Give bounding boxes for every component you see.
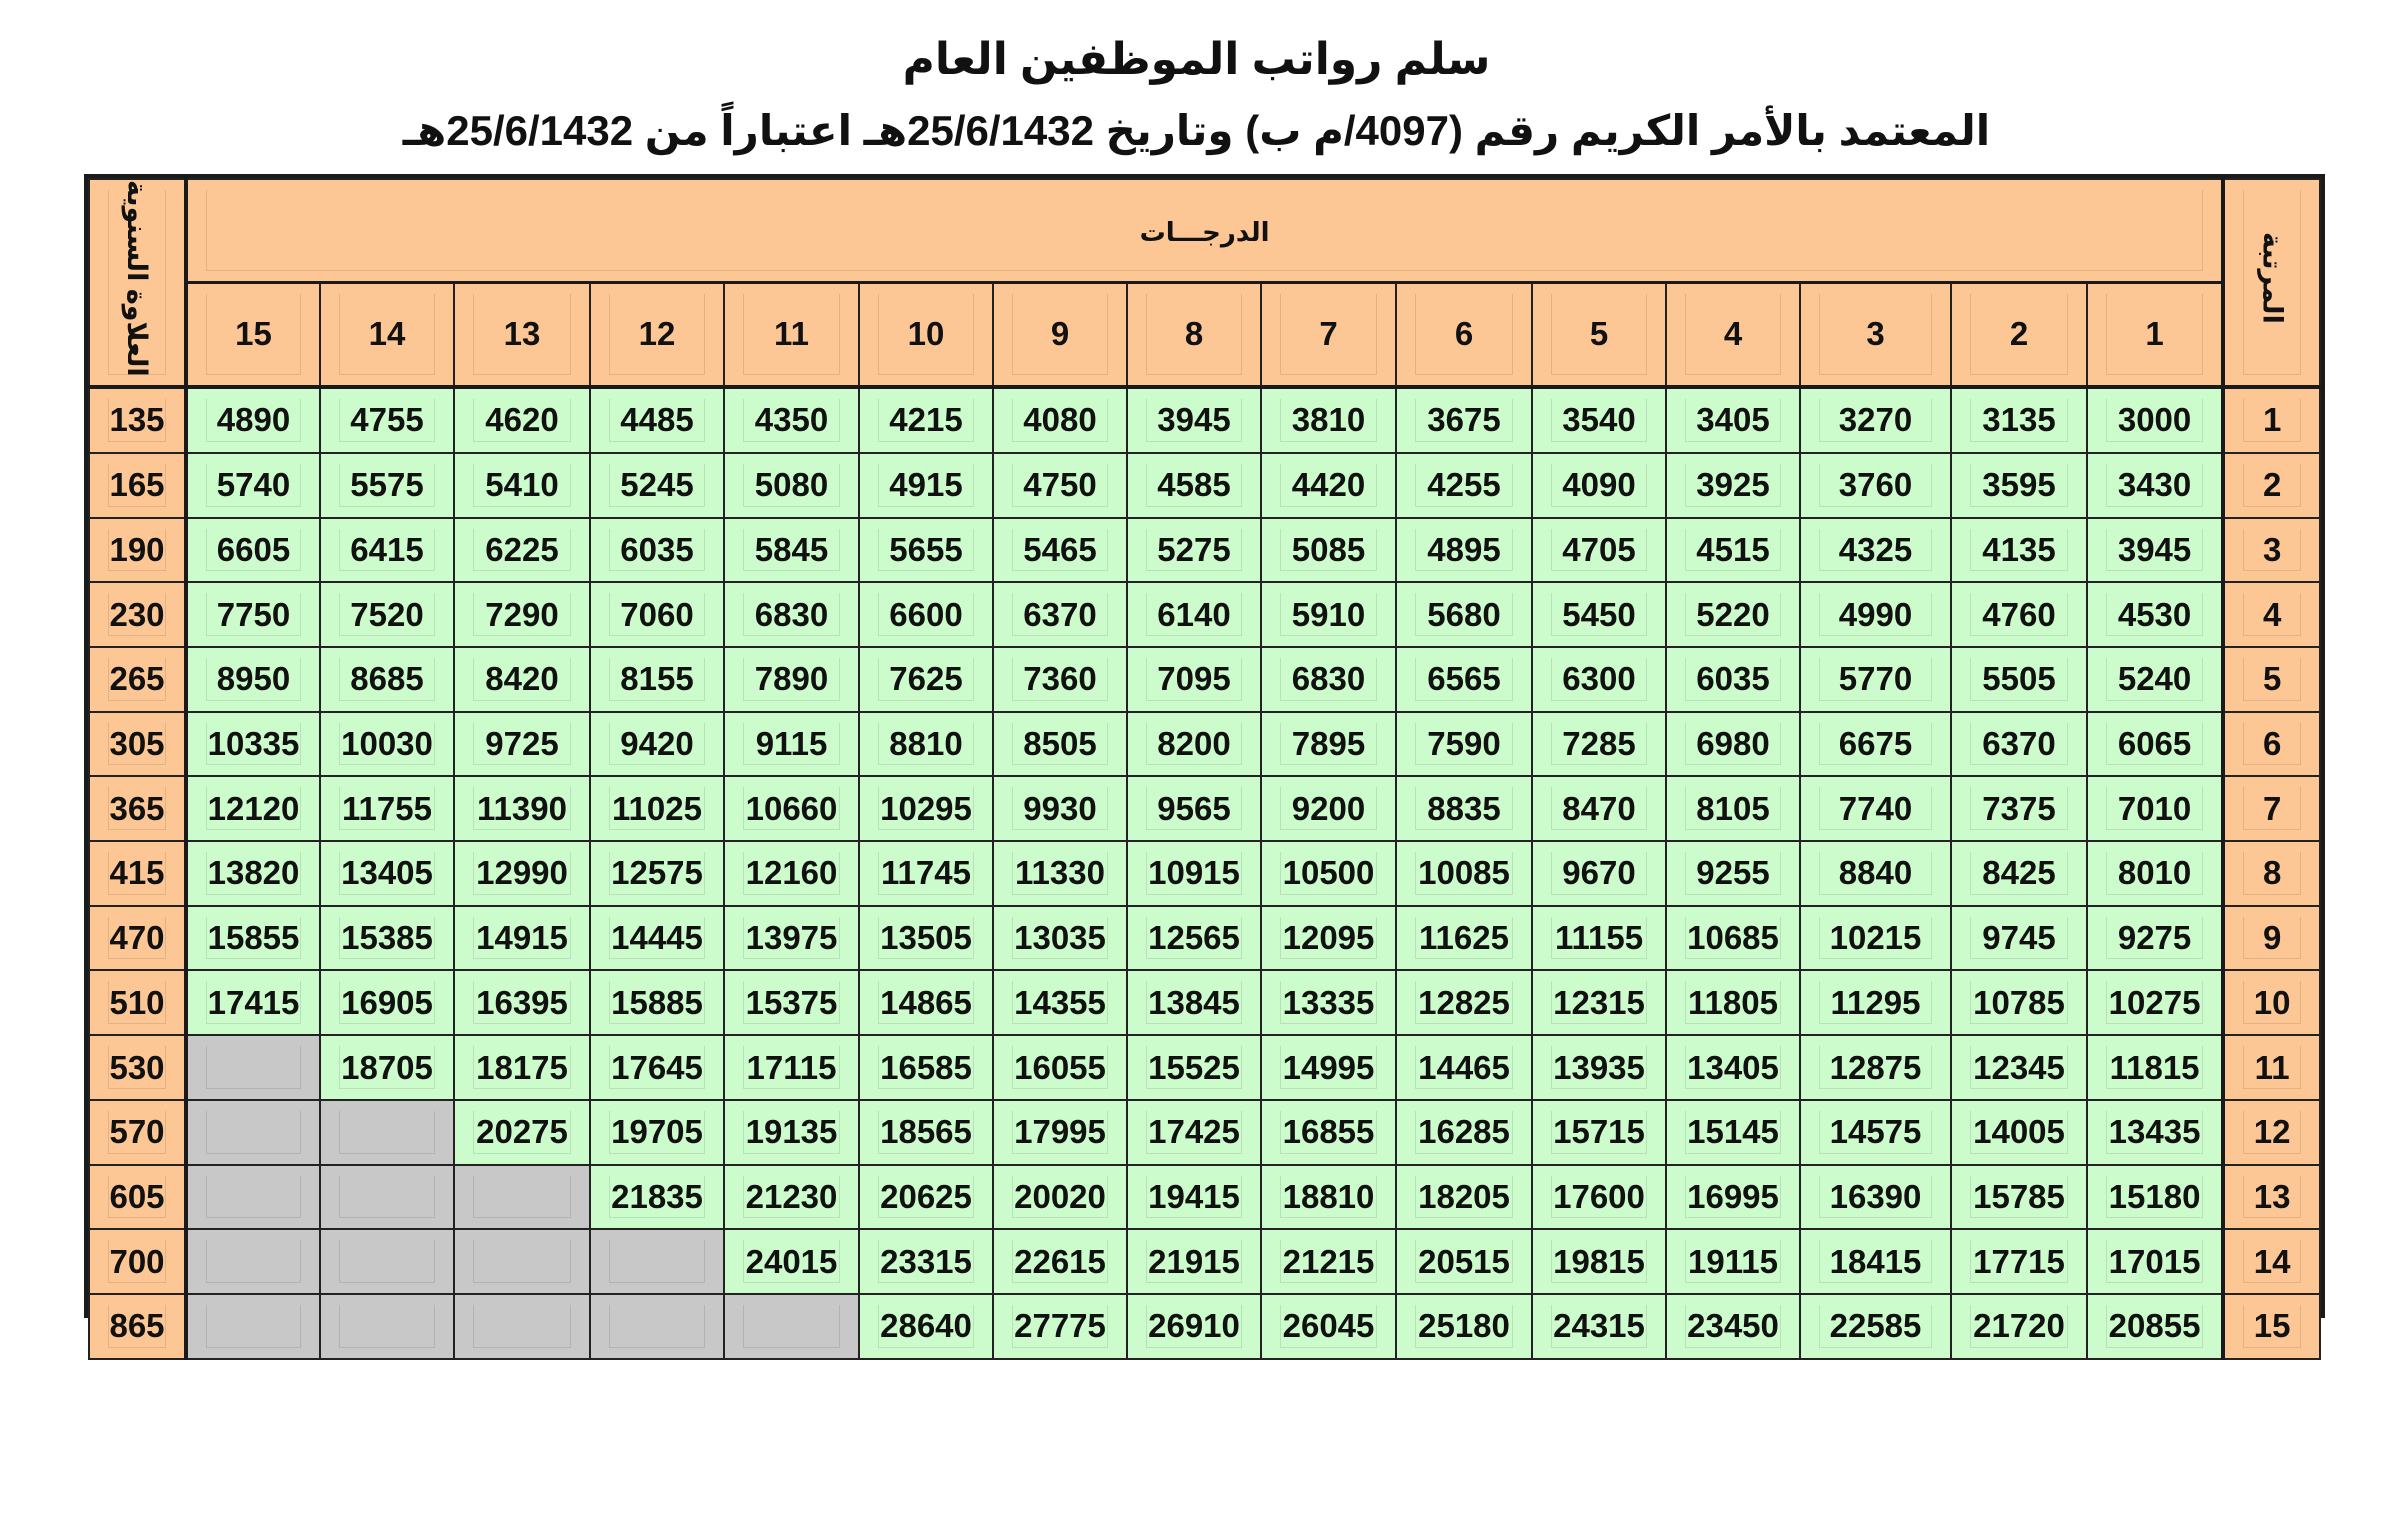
salary-cell: 4515 — [1666, 518, 1800, 583]
salary-cell: 7750 — [186, 582, 320, 647]
salary-cell: 19115 — [1666, 1229, 1800, 1294]
salary-cell: 15855 — [186, 906, 320, 971]
empty-salary-cell — [320, 1229, 454, 1294]
salary-cell: 10085 — [1396, 841, 1532, 906]
salary-cell: 7095 — [1127, 647, 1261, 712]
salary-cell: 5575 — [320, 453, 454, 518]
grade-column-header: 2 — [1951, 282, 2087, 387]
salary-cell: 8010 — [2087, 841, 2223, 906]
salary-cell: 14355 — [993, 970, 1127, 1035]
salary-cell: 10785 — [1951, 970, 2087, 1035]
empty-salary-cell — [186, 1100, 320, 1165]
salary-cell: 15525 — [1127, 1035, 1261, 1100]
salary-cell: 4585 — [1127, 453, 1261, 518]
salary-cell: 7740 — [1800, 776, 1951, 841]
salary-cell: 9670 — [1532, 841, 1666, 906]
salary-cell: 12825 — [1396, 970, 1532, 1035]
salary-cell: 15385 — [320, 906, 454, 971]
salary-cell: 24315 — [1532, 1294, 1666, 1359]
annual-increment-cell: 415 — [89, 841, 186, 906]
salary-cell: 4325 — [1800, 518, 1951, 583]
salary-cell: 11625 — [1396, 906, 1532, 971]
annual-increment-cell: 305 — [89, 712, 186, 777]
salary-cell: 12875 — [1800, 1035, 1951, 1100]
salary-cell: 7375 — [1951, 776, 2087, 841]
table-row — [89, 776, 2320, 841]
salary-cell: 12345 — [1951, 1035, 2087, 1100]
rank-cell: 15 — [2223, 1294, 2320, 1359]
salary-cell: 18565 — [859, 1100, 993, 1165]
rank-cell: 4 — [2223, 582, 2320, 647]
salary-cell: 4135 — [1951, 518, 2087, 583]
salary-cell: 13435 — [2087, 1100, 2223, 1165]
salary-cell: 7285 — [1532, 712, 1666, 777]
table-row — [89, 647, 2320, 712]
salary-cell: 8105 — [1666, 776, 1800, 841]
salary-cell: 20275 — [454, 1100, 590, 1165]
page-title: سلم رواتب الموظفين العام — [902, 35, 1491, 84]
salary-cell: 7290 — [454, 582, 590, 647]
rank-cell: 6 — [2223, 712, 2320, 777]
salary-cell: 10500 — [1261, 841, 1396, 906]
salary-cell: 9255 — [1666, 841, 1800, 906]
salary-cell: 9565 — [1127, 776, 1261, 841]
salary-cell: 14465 — [1396, 1035, 1532, 1100]
salary-cell: 11390 — [454, 776, 590, 841]
salary-cell: 17600 — [1532, 1165, 1666, 1230]
salary-cell: 6605 — [186, 518, 320, 583]
salary-cell: 10685 — [1666, 906, 1800, 971]
rank-cell: 3 — [2223, 518, 2320, 583]
salary-cell: 18810 — [1261, 1165, 1396, 1230]
salary-cell: 11745 — [859, 841, 993, 906]
salary-cell: 6065 — [2087, 712, 2223, 777]
salary-cell: 12990 — [454, 841, 590, 906]
salary-cell: 14445 — [590, 906, 724, 971]
table-row — [89, 518, 2320, 583]
salary-cell: 6600 — [859, 582, 993, 647]
salary-cell: 7360 — [993, 647, 1127, 712]
empty-salary-cell — [186, 1165, 320, 1230]
table-row — [89, 841, 2320, 906]
empty-salary-cell — [454, 1229, 590, 1294]
salary-scale-table — [84, 174, 2325, 1345]
salary-cell: 4760 — [1951, 582, 2087, 647]
grade-column-header: 6 — [1396, 282, 1532, 387]
salary-cell: 13935 — [1532, 1035, 1666, 1100]
salary-cell: 4215 — [859, 387, 993, 453]
salary-cell: 9275 — [2087, 906, 2223, 971]
salary-cell: 16395 — [454, 970, 590, 1035]
salary-cell: 4895 — [1396, 518, 1532, 583]
salary-cell: 12315 — [1532, 970, 1666, 1035]
rank-label: المرتبة — [2257, 232, 2288, 325]
salary-cell: 15785 — [1951, 1165, 2087, 1230]
salary-cell: 8835 — [1396, 776, 1532, 841]
table-row — [89, 1165, 2320, 1230]
salary-cell: 8505 — [993, 712, 1127, 777]
salary-cell: 6370 — [1951, 712, 2087, 777]
salary-cell: 5275 — [1127, 518, 1261, 583]
salary-cell: 6830 — [724, 582, 859, 647]
salary-cell: 13335 — [1261, 970, 1396, 1035]
salary-cell: 20020 — [993, 1165, 1127, 1230]
empty-salary-cell — [590, 1294, 724, 1359]
table-row — [89, 453, 2320, 518]
empty-salary-cell — [590, 1229, 724, 1294]
salary-cell: 20855 — [2087, 1294, 2223, 1359]
annual-increment-cell: 135 — [89, 387, 186, 453]
salary-cell: 5450 — [1532, 582, 1666, 647]
table-row — [89, 582, 2320, 647]
salary-cell: 23315 — [859, 1229, 993, 1294]
grade-column-header: 7 — [1261, 282, 1396, 387]
grade-column-header: 12 — [590, 282, 724, 387]
salary-cell: 6415 — [320, 518, 454, 583]
grade-column-header: 10 — [859, 282, 993, 387]
grade-column-header: 14 — [320, 282, 454, 387]
salary-cell: 17415 — [186, 970, 320, 1035]
salary-cell: 4080 — [993, 387, 1127, 453]
table-row — [89, 1035, 2320, 1100]
salary-cell: 10295 — [859, 776, 993, 841]
salary-cell: 4705 — [1532, 518, 1666, 583]
salary-cell: 7625 — [859, 647, 993, 712]
salary-cell: 8840 — [1800, 841, 1951, 906]
salary-cell: 10275 — [2087, 970, 2223, 1035]
salary-cell: 3270 — [1800, 387, 1951, 453]
salary-cell: 5910 — [1261, 582, 1396, 647]
salary-cell: 25180 — [1396, 1294, 1532, 1359]
rank-cell: 1 — [2223, 387, 2320, 453]
salary-cell: 10335 — [186, 712, 320, 777]
rank-cell: 5 — [2223, 647, 2320, 712]
salary-cell: 3540 — [1532, 387, 1666, 453]
salary-cell: 5245 — [590, 453, 724, 518]
grade-column-header: 15 — [186, 282, 320, 387]
salary-cell: 6830 — [1261, 647, 1396, 712]
salary-cell: 7060 — [590, 582, 724, 647]
salary-cell: 8685 — [320, 647, 454, 712]
salary-cell: 12095 — [1261, 906, 1396, 971]
salary-cell: 11295 — [1800, 970, 1951, 1035]
salary-cell: 16285 — [1396, 1100, 1532, 1165]
grade-column-header: 11 — [724, 282, 859, 387]
page-subtitle: المعتمد بالأمر الكريم رقم (4097/م ب) وتاريخ 25/6/1432هـ اعتباراً من 25/6/1432هـ — [402, 107, 1991, 154]
rank-cell: 7 — [2223, 776, 2320, 841]
empty-salary-cell — [454, 1294, 590, 1359]
table-row — [89, 1229, 2320, 1294]
grade-column-header: 1 — [2087, 282, 2223, 387]
salary-cell: 5085 — [1261, 518, 1396, 583]
empty-salary-cell — [320, 1100, 454, 1165]
salary-cell: 10030 — [320, 712, 454, 777]
salary-cell: 4350 — [724, 387, 859, 453]
salary-cell: 15180 — [2087, 1165, 2223, 1230]
salary-cell: 9200 — [1261, 776, 1396, 841]
salary-cell: 6370 — [993, 582, 1127, 647]
salary-cell: 4890 — [186, 387, 320, 453]
empty-salary-cell — [320, 1165, 454, 1230]
rank-cell: 12 — [2223, 1100, 2320, 1165]
salary-cell: 7010 — [2087, 776, 2223, 841]
rank-cell: 10 — [2223, 970, 2320, 1035]
salary-cell: 17115 — [724, 1035, 859, 1100]
salary-cell: 17715 — [1951, 1229, 2087, 1294]
salary-cell: 4990 — [1800, 582, 1951, 647]
salary-cell: 14575 — [1800, 1100, 1951, 1165]
table-row — [89, 970, 2320, 1035]
salary-cell: 7895 — [1261, 712, 1396, 777]
salary-cell: 13975 — [724, 906, 859, 971]
salary-cell: 15375 — [724, 970, 859, 1035]
annual-increment-cell: 510 — [89, 970, 186, 1035]
rank-cell: 9 — [2223, 906, 2320, 971]
table-row — [89, 712, 2320, 777]
salary-cell: 12160 — [724, 841, 859, 906]
salary-cell: 9930 — [993, 776, 1127, 841]
salary-cell: 5220 — [1666, 582, 1800, 647]
grades-label: الدرجـــات — [1139, 217, 1270, 248]
salary-cell: 13405 — [1666, 1035, 1800, 1100]
salary-cell: 10215 — [1800, 906, 1951, 971]
salary-cell: 6225 — [454, 518, 590, 583]
salary-cell: 14005 — [1951, 1100, 2087, 1165]
salary-cell: 7590 — [1396, 712, 1532, 777]
salary-cell: 8155 — [590, 647, 724, 712]
salary-cell: 9115 — [724, 712, 859, 777]
empty-salary-cell — [186, 1035, 320, 1100]
salary-cell: 13505 — [859, 906, 993, 971]
grade-column-header: 4 — [1666, 282, 1800, 387]
salary-cell: 4420 — [1261, 453, 1396, 518]
salary-cell: 4485 — [590, 387, 724, 453]
salary-cell: 18205 — [1396, 1165, 1532, 1230]
annual-increment-cell: 700 — [89, 1229, 186, 1294]
salary-cell: 22615 — [993, 1229, 1127, 1294]
salary-cell: 6980 — [1666, 712, 1800, 777]
salary-cell: 5410 — [454, 453, 590, 518]
salary-cell: 8425 — [1951, 841, 2087, 906]
grade-column-header: 9 — [993, 282, 1127, 387]
annual-increment-cell: 470 — [89, 906, 186, 971]
salary-cell: 4255 — [1396, 453, 1532, 518]
empty-salary-cell — [320, 1294, 454, 1359]
salary-cell: 16905 — [320, 970, 454, 1035]
salary-cell: 6035 — [590, 518, 724, 583]
annual-increment-cell: 865 — [89, 1294, 186, 1359]
salary-cell: 13820 — [186, 841, 320, 906]
empty-salary-cell — [186, 1294, 320, 1359]
salary-cell: 3405 — [1666, 387, 1800, 453]
salary-cell: 21215 — [1261, 1229, 1396, 1294]
salary-cell: 3810 — [1261, 387, 1396, 453]
salary-cell: 11815 — [2087, 1035, 2223, 1100]
rank-header — [2223, 179, 2320, 387]
annual-increment-label: العلاوة السنوية — [122, 180, 153, 377]
salary-cell: 21915 — [1127, 1229, 1261, 1294]
salary-cell: 8810 — [859, 712, 993, 777]
rank-cell: 8 — [2223, 841, 2320, 906]
empty-salary-cell — [724, 1294, 859, 1359]
salary-cell: 11330 — [993, 841, 1127, 906]
salary-cell: 12120 — [186, 776, 320, 841]
salary-cell: 3760 — [1800, 453, 1951, 518]
grades-header — [186, 179, 2223, 282]
salary-cell: 3925 — [1666, 453, 1800, 518]
salary-cell: 3945 — [2087, 518, 2223, 583]
salary-cell: 18415 — [1800, 1229, 1951, 1294]
salary-cell: 17425 — [1127, 1100, 1261, 1165]
salary-cell: 8200 — [1127, 712, 1261, 777]
salary-cell: 24015 — [724, 1229, 859, 1294]
salary-cell: 10915 — [1127, 841, 1261, 906]
salary-cell: 5740 — [186, 453, 320, 518]
annual-increment-cell: 265 — [89, 647, 186, 712]
salary-cell: 20625 — [859, 1165, 993, 1230]
salary-cell: 13405 — [320, 841, 454, 906]
salary-cell: 16995 — [1666, 1165, 1800, 1230]
salary-cell: 18705 — [320, 1035, 454, 1100]
salary-cell: 16390 — [1800, 1165, 1951, 1230]
salary-cell: 26910 — [1127, 1294, 1261, 1359]
salary-cell: 5845 — [724, 518, 859, 583]
salary-cell: 5655 — [859, 518, 993, 583]
salary-cell: 17645 — [590, 1035, 724, 1100]
salary-cell: 18175 — [454, 1035, 590, 1100]
salary-cell: 21230 — [724, 1165, 859, 1230]
table-row — [89, 1100, 2320, 1165]
salary-cell: 15715 — [1532, 1100, 1666, 1165]
rank-cell: 13 — [2223, 1165, 2320, 1230]
salary-cell: 5680 — [1396, 582, 1532, 647]
salary-cell: 16585 — [859, 1035, 993, 1100]
salary-cell: 11155 — [1532, 906, 1666, 971]
salary-cell: 3945 — [1127, 387, 1261, 453]
salary-cell: 19815 — [1532, 1229, 1666, 1294]
salary-cell: 20515 — [1396, 1229, 1532, 1294]
salary-cell: 5505 — [1951, 647, 2087, 712]
salary-cell: 3000 — [2087, 387, 2223, 453]
salary-cell: 4090 — [1532, 453, 1666, 518]
salary-cell: 5770 — [1800, 647, 1951, 712]
salary-cell: 4915 — [859, 453, 993, 518]
grade-column-header: 8 — [1127, 282, 1261, 387]
salary-cell: 4755 — [320, 387, 454, 453]
salary-cell: 6035 — [1666, 647, 1800, 712]
table-row — [89, 906, 2320, 971]
grade-column-header: 13 — [454, 282, 590, 387]
salary-cell: 23450 — [1666, 1294, 1800, 1359]
salary-cell: 15145 — [1666, 1100, 1800, 1165]
salary-cell: 5080 — [724, 453, 859, 518]
rank-cell: 14 — [2223, 1229, 2320, 1294]
salary-cell: 9420 — [590, 712, 724, 777]
salary-cell: 17015 — [2087, 1229, 2223, 1294]
salary-cell: 11755 — [320, 776, 454, 841]
salary-cell: 6140 — [1127, 582, 1261, 647]
annual-increment-cell: 605 — [89, 1165, 186, 1230]
salary-cell: 3595 — [1951, 453, 2087, 518]
empty-salary-cell — [454, 1165, 590, 1230]
salary-cell: 21720 — [1951, 1294, 2087, 1359]
salary-cell: 13035 — [993, 906, 1127, 971]
salary-cell: 10660 — [724, 776, 859, 841]
grade-column-header: 3 — [1800, 282, 1951, 387]
salary-cell: 8420 — [454, 647, 590, 712]
salary-cell: 3430 — [2087, 453, 2223, 518]
salary-cell: 14915 — [454, 906, 590, 971]
salary-cell: 12575 — [590, 841, 724, 906]
empty-salary-cell — [186, 1229, 320, 1294]
salary-cell: 16855 — [1261, 1100, 1396, 1165]
salary-cell: 6565 — [1396, 647, 1532, 712]
salary-cell: 14995 — [1261, 1035, 1396, 1100]
annual-increment-cell: 165 — [89, 453, 186, 518]
salary-cell: 3135 — [1951, 387, 2087, 453]
salary-cell: 11025 — [590, 776, 724, 841]
salary-cell: 19135 — [724, 1100, 859, 1165]
annual-increment-cell: 530 — [89, 1035, 186, 1100]
salary-cell: 7520 — [320, 582, 454, 647]
rank-cell: 11 — [2223, 1035, 2320, 1100]
salary-cell: 28640 — [859, 1294, 993, 1359]
salary-cell: 6300 — [1532, 647, 1666, 712]
salary-cell: 19415 — [1127, 1165, 1261, 1230]
salary-cell: 4750 — [993, 453, 1127, 518]
salary-cell: 12565 — [1127, 906, 1261, 971]
salary-cell: 4530 — [2087, 582, 2223, 647]
table-row — [89, 1294, 2320, 1359]
salary-cell: 4620 — [454, 387, 590, 453]
salary-cell: 22585 — [1800, 1294, 1951, 1359]
salary-cell: 16055 — [993, 1035, 1127, 1100]
salary-cell: 8950 — [186, 647, 320, 712]
annual-increment-cell: 365 — [89, 776, 186, 841]
salary-cell: 11805 — [1666, 970, 1800, 1035]
grade-column-header: 5 — [1532, 282, 1666, 387]
annual-increment-header — [89, 179, 186, 387]
salary-cell: 13845 — [1127, 970, 1261, 1035]
salary-cell: 6675 — [1800, 712, 1951, 777]
salary-cell: 15885 — [590, 970, 724, 1035]
salary-cell: 9745 — [1951, 906, 2087, 971]
salary-cell: 26045 — [1261, 1294, 1396, 1359]
salary-cell: 5240 — [2087, 647, 2223, 712]
salary-cell: 17995 — [993, 1100, 1127, 1165]
rank-cell: 2 — [2223, 453, 2320, 518]
salary-cell: 19705 — [590, 1100, 724, 1165]
annual-increment-cell: 570 — [89, 1100, 186, 1165]
salary-cell: 7890 — [724, 647, 859, 712]
salary-cell: 9725 — [454, 712, 590, 777]
salary-cell: 3675 — [1396, 387, 1532, 453]
salary-cell: 8470 — [1532, 776, 1666, 841]
salary-cell: 21835 — [590, 1165, 724, 1230]
salary-cell: 27775 — [993, 1294, 1127, 1359]
salary-cell: 5465 — [993, 518, 1127, 583]
table-row — [89, 387, 2320, 453]
annual-increment-cell: 230 — [89, 582, 186, 647]
annual-increment-cell: 190 — [89, 518, 186, 583]
salary-cell: 14865 — [859, 970, 993, 1035]
